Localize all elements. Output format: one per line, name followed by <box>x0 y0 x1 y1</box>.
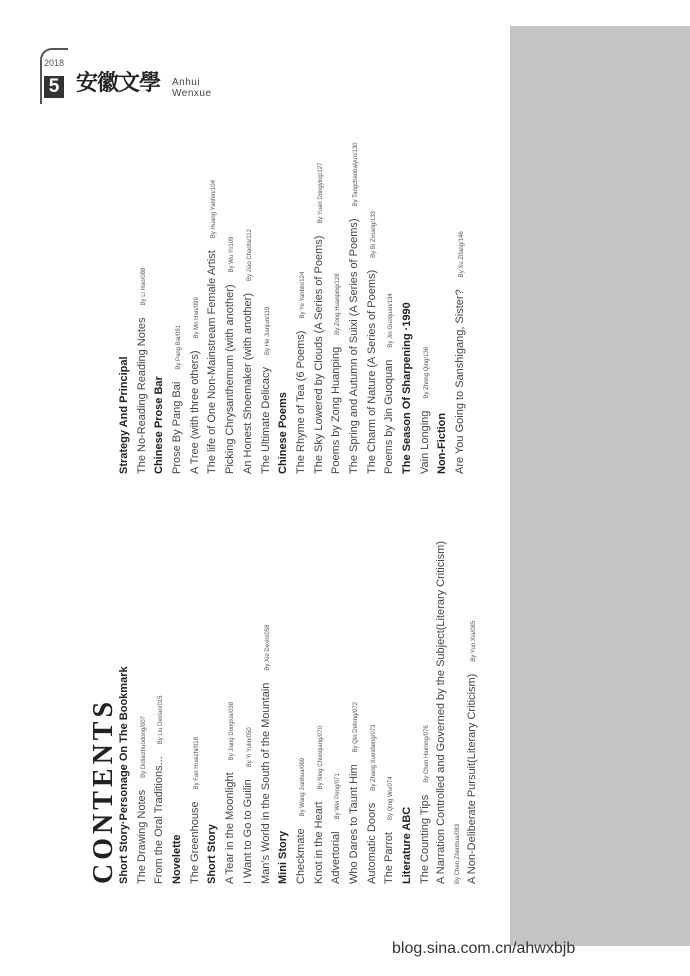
entry-byline: By Zhang Xuesheng/073 <box>370 724 377 791</box>
contents-entry <box>417 529 435 884</box>
section-heading: Short Story·Personage On The Bookmark <box>118 666 130 884</box>
contents-entry <box>293 142 311 474</box>
entry-byline: By Yuan Dongying/127 <box>317 162 324 224</box>
entry-byline: By Wu Yi/109 <box>229 236 236 273</box>
entry-title: The Drawing Notes <box>135 789 148 884</box>
contents-entry <box>134 529 152 884</box>
entry-title: Vain Longing <box>418 410 431 474</box>
entry-title: A Narration Controlled and Governed by the Subject(Literary Criticism) <box>435 541 448 884</box>
entry-title: The Parrot <box>383 832 396 884</box>
contents-column-1 <box>116 529 482 884</box>
contents-page <box>88 44 518 884</box>
entry-title: Automatic Doors <box>365 802 378 884</box>
section-heading: Literature ABC <box>401 806 413 884</box>
contents-entry <box>222 529 240 884</box>
entry-title: Are You Going to Sanshigang, Sister? <box>454 289 467 474</box>
contents-entry <box>452 142 470 474</box>
entry-byline: By Ye Yanbin/124 <box>299 271 306 319</box>
entry-title: Knot in the Heart <box>312 801 325 884</box>
magazine-logo: 安徽文學 <box>76 70 161 96</box>
entry-byline: By Xu Zifang/146 <box>459 231 466 278</box>
contents-entry <box>328 529 346 884</box>
entry-title: Picking Chrysanthemum (with another) <box>224 284 237 474</box>
blog-watermark: blog.sina.com.cn/ahwxbjb <box>392 940 576 957</box>
magazine-name-roman: Anhui Wenxue <box>172 77 212 99</box>
entry-title: Prose By Pang Bai <box>171 381 184 474</box>
entry-title: The Rhyme of Tea (6 Poems) <box>294 330 307 474</box>
entry-title: From the Oral Traditions... <box>153 756 166 884</box>
contents-entry <box>222 142 240 474</box>
entry-byline: By Chen Hairong/076 <box>423 725 430 783</box>
contents-entry <box>187 529 205 884</box>
contents-entry <box>381 529 399 884</box>
entry-byline: By Yun Xia/085 <box>471 620 478 662</box>
contents-entry <box>346 142 364 474</box>
contents-entry <box>364 142 382 474</box>
gray-side-panel <box>510 26 690 946</box>
entry-byline: By Zhong Qing/136 <box>423 346 430 399</box>
section-heading: Mini Story <box>277 830 290 884</box>
section-heading: Chinese Poems <box>277 392 290 474</box>
contents-entry <box>311 142 329 474</box>
entry-title: An Honest Shoemaker (with another) <box>241 293 254 474</box>
entry-byline: By Zong Huanping/128 <box>335 273 342 335</box>
entry-byline: By Wang Jianhua/069 <box>299 757 306 817</box>
entry-title: The Spring and Autumn of Suixi (A Series of Poems) <box>347 218 360 474</box>
entry-byline: By Jiang Dongxia/038 <box>229 701 236 761</box>
entry-title: The Charm of Nature (A Series of Poems) <box>365 269 378 474</box>
contents-entry <box>134 142 152 474</box>
contents-entry <box>464 529 482 884</box>
contents-entry <box>434 529 449 884</box>
entry-byline: By Jiao Chaofa/112 <box>246 229 253 282</box>
contents-entry <box>381 142 399 474</box>
entry-title: The Ultimate Delicacy <box>259 367 272 474</box>
entry-byline: By Mo Han/099 <box>193 297 200 339</box>
entry-byline: By Tangchaobaiyun/130 <box>352 142 359 207</box>
entry-byline: By Li Hao/088 <box>140 267 147 306</box>
entry-title: Poems by Zong Huanping <box>330 346 343 474</box>
entry-byline: By Chen Zhenhua/083 <box>455 823 462 884</box>
entry-title: The Sky Lowered by Clouds (A Series of Poems) <box>312 235 325 474</box>
section-heading: Chinese Prose Bar <box>153 376 166 474</box>
entry-byline: By Jin Guoquan/134 <box>388 293 395 348</box>
entry-byline: By Xie Dexin/058 <box>264 624 271 671</box>
entry-title: Checkmate <box>294 828 307 884</box>
contents-entry <box>240 529 258 884</box>
contents-entry <box>293 529 311 884</box>
entry-byline: By Yi Yulin/050 <box>246 727 253 768</box>
entry-byline: By Liu Dexian/015 <box>158 695 165 745</box>
contents-title: CONTENTS <box>88 697 119 884</box>
entry-title: I Want to Go to Guilin <box>241 779 254 884</box>
contents-entry <box>258 142 276 474</box>
contents-entry <box>169 142 187 474</box>
contents-entry <box>187 142 205 474</box>
section-heading: Strategy And Principal <box>118 356 130 474</box>
section-heading: The Season Of Sharpening ·1990 <box>401 302 413 474</box>
entry-title: A Tree (with three others) <box>188 350 201 474</box>
entry-title: The No-Reading Reading Notes <box>135 317 148 474</box>
entry-byline: By Qing Wu/074 <box>388 776 395 821</box>
section-heading: Non-Fiction <box>436 412 449 474</box>
section-heading: Novelette <box>171 834 184 884</box>
entry-title: Who Dares to Taunt Him <box>347 764 360 884</box>
entry-byline: By Huang Yanfen/104 <box>211 180 218 239</box>
issue-number: 5 <box>44 76 64 98</box>
entry-title: Man’s World in the South of the Mountain <box>259 682 272 884</box>
entry-byline: By Bi Zixiang/133 <box>370 211 377 258</box>
entry-title: The life of One Non-Mainstream Female Artist <box>206 250 219 474</box>
entry-byline: By Ning Chunqiang/070 <box>317 726 324 790</box>
entry-title: A Tear in the Moonlight <box>224 772 237 884</box>
section-heading: Short Story <box>206 824 219 884</box>
entry-byline: By Fan Huaizhi/018 <box>193 737 200 790</box>
issue-year: 2018 <box>44 58 65 68</box>
contents-column-2 <box>116 142 470 474</box>
entry-title: Poems by Jin Guoquan <box>383 359 396 474</box>
contents-entry <box>204 142 222 474</box>
entry-byline: By Didiaizhuodong/007 <box>140 716 147 778</box>
contents-entry <box>151 529 169 884</box>
contents-entry <box>417 142 435 474</box>
entry-byline: By Qin Delong/072 <box>352 702 359 753</box>
entry-title: The Counting Tips <box>418 794 431 884</box>
contents-entry <box>258 529 276 884</box>
contents-entry <box>364 529 382 884</box>
contents-entry <box>346 529 364 884</box>
contents-entry <box>240 142 258 474</box>
contents-entry <box>311 529 329 884</box>
entry-byline: By Wei Peng/071 <box>335 773 342 820</box>
contents-entry <box>449 529 464 884</box>
contents-entry <box>328 142 346 474</box>
entry-title: The Greenhouse <box>188 801 201 884</box>
entry-title: A Non-Deliberate Pursuit(Literary Criticism) <box>466 673 479 884</box>
entry-title: Advertorial <box>330 831 343 884</box>
entry-byline: By Pang Bai/091 <box>176 324 183 370</box>
entry-byline: By He Jianjun/119 <box>264 306 271 356</box>
